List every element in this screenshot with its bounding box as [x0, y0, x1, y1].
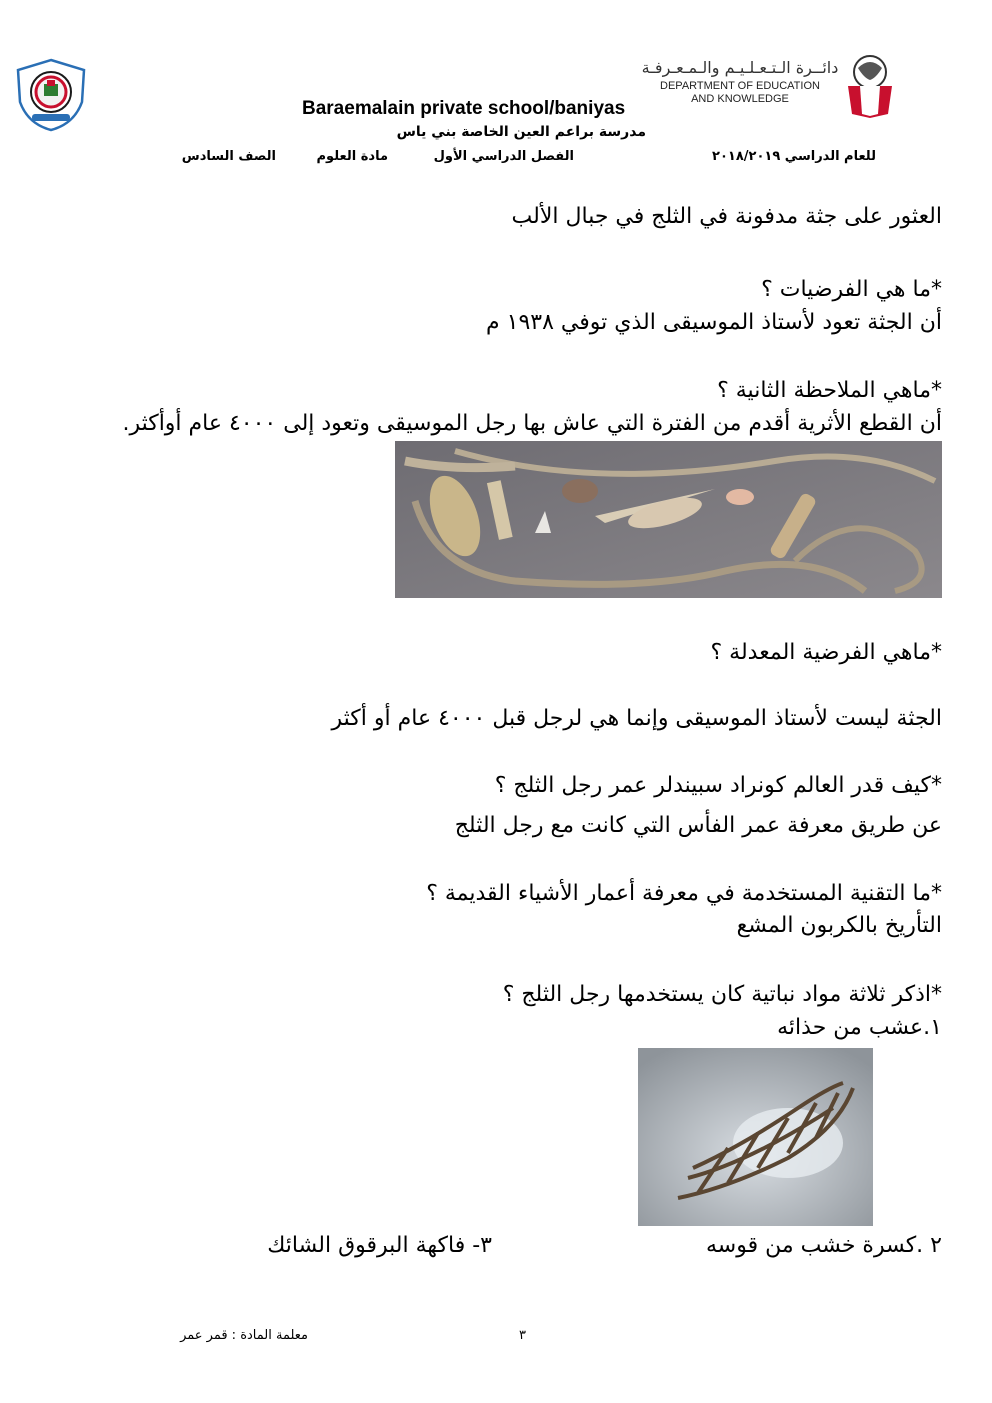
page-number: ٣: [519, 1328, 526, 1343]
answer-5: التأريخ بالكربون المشع: [736, 913, 942, 938]
question-4: *كيف قدر العالم كونراد سبيندلر عمر رجل الثلج ؟: [494, 773, 942, 798]
department-name-en-line1: DEPARTMENT OF EDUCATION: [660, 80, 820, 92]
department-name-ar: دائــرة الـتـعـلـيـم والـمـعـرفـة: [641, 58, 839, 77]
department-name-en-line2: AND KNOWLEDGE: [691, 93, 789, 105]
teacher-name: معلمة المادة : قمر عمر: [180, 1328, 308, 1343]
school-name-en: Baraemalain private school/baniyas: [302, 98, 626, 119]
department-emblem: [840, 50, 900, 118]
term: الفصل الدراسي الأول: [433, 149, 574, 164]
school-name-ar: مدرسة براعم العين الخاصة بني ياس: [396, 124, 646, 140]
document-title: العثور على جثة مدفونة في الثلج في جبال الألب: [511, 204, 942, 229]
question-2: *ماهي الملاحظة الثانية ؟: [717, 378, 942, 403]
answer-2: أن القطع الأثرية أقدم من الفترة التي عاش بها رجل الموسيقى وتعود إلى ٤٠٠٠ عام أوأكثر.: [122, 411, 942, 436]
question-3: *ماهي الفرضية المعدلة ؟: [710, 640, 942, 665]
academic-year: للعام الدراسي ٢٠١٨/٢٠١٩: [712, 149, 876, 164]
answer-4: عن طريق معرفة عمر الفأس التي كانت مع رجل الثلج: [454, 813, 942, 838]
plant-item-3: ٣- فاكهة البرقوق الشائك: [267, 1233, 492, 1258]
question-5: *ما التقنية المستخدمة في معرفة أعمار الأشياء القديمة ؟: [426, 881, 942, 906]
subject: مادة العلوم: [316, 149, 388, 164]
grade: الصف السادس: [181, 149, 276, 164]
artifacts-photo: [395, 441, 942, 598]
department-name-en: [640, 80, 840, 106]
question-6: *اذكر ثلاثة مواد نباتية كان يستخدمها رجل الثلج ؟: [502, 982, 942, 1007]
answer-1: أن الجثة تعود لأستاذ الموسيقى الذي توفي ١٩٣٨ م: [486, 310, 942, 335]
plant-item-1: ١.عشب من حذائه: [777, 1015, 942, 1040]
plant-item-2: ٢ .كسرة خشب من قوسه: [705, 1233, 942, 1258]
shoe-photo: [638, 1048, 873, 1226]
answer-3: الجثة ليست لأستاذ الموسيقى وإنما هي لرجل قبل ٤٠٠٠ عام أو أكثر: [331, 706, 942, 731]
school-logo: [14, 58, 88, 132]
question-1: *ما هي الفرضيات ؟: [761, 277, 942, 302]
